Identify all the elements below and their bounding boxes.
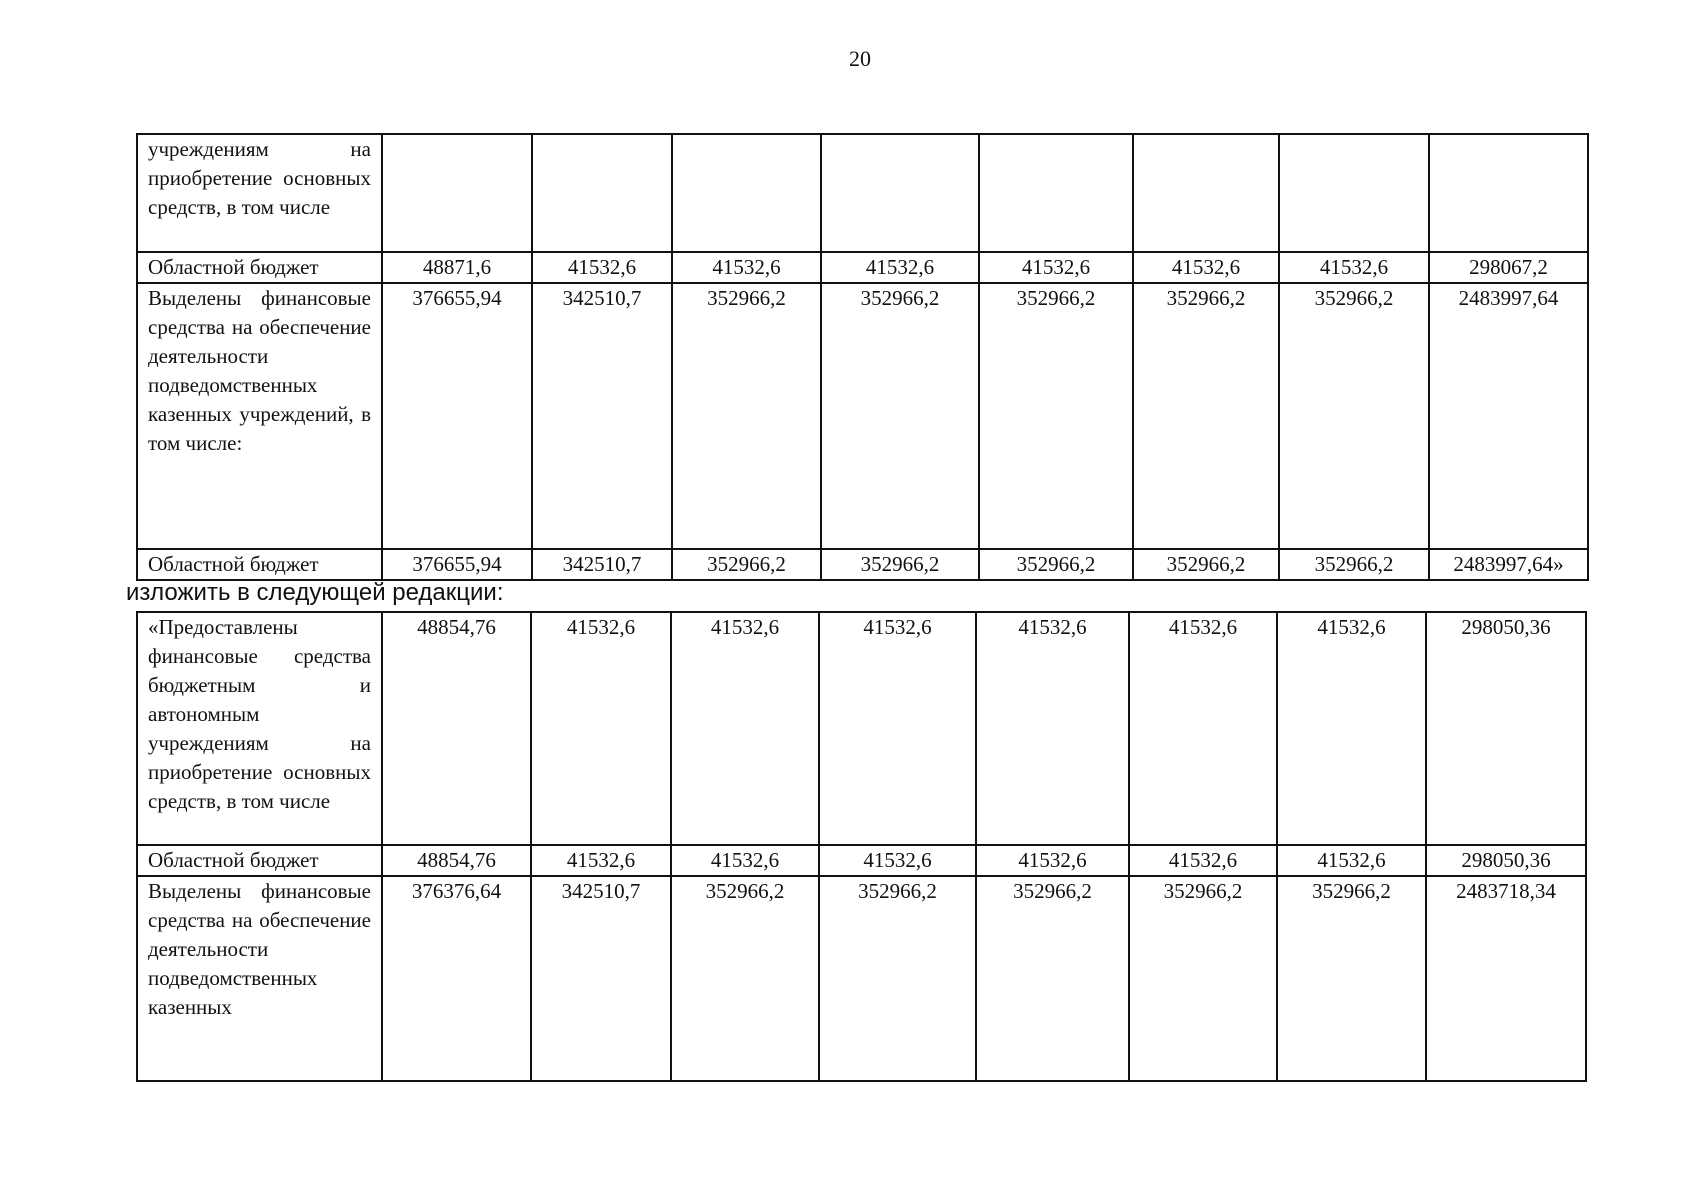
table-row <box>137 283 1588 549</box>
value-cell: 342510,7 <box>531 876 671 1081</box>
value-cell: 41532,6 <box>819 845 976 876</box>
value-cell: 41532,6 <box>1277 612 1426 845</box>
table-row <box>137 876 1586 1081</box>
value-cell: 41532,6 <box>531 845 671 876</box>
table-row <box>137 549 1588 580</box>
value-cell: 352966,2 <box>1129 876 1277 1081</box>
value-cell: 376655,94 <box>382 283 532 549</box>
value-cell <box>532 134 672 252</box>
value-cell: 352966,2 <box>1277 876 1426 1081</box>
value-cell <box>382 134 532 252</box>
value-cell: 352966,2 <box>819 876 976 1081</box>
value-cell: 352966,2 <box>671 876 819 1081</box>
value-cell: 41532,6 <box>976 845 1129 876</box>
value-cell: 41532,6 <box>1129 845 1277 876</box>
total-cell: 2483718,34 <box>1426 876 1586 1081</box>
value-cell: 48871,6 <box>382 252 532 283</box>
value-cell: 352966,2 <box>1279 549 1429 580</box>
table-row <box>137 252 1588 283</box>
row-label: Областной бюджет <box>137 845 382 876</box>
value-cell <box>1279 134 1429 252</box>
value-cell <box>672 134 821 252</box>
value-cell: 352966,2 <box>976 876 1129 1081</box>
value-cell: 41532,6 <box>819 612 976 845</box>
value-cell: 352966,2 <box>979 283 1133 549</box>
value-cell: 41532,6 <box>1133 252 1279 283</box>
total-cell: 2483997,64» <box>1429 549 1588 580</box>
value-cell: 352966,2 <box>821 283 979 549</box>
value-cell: 352966,2 <box>672 549 821 580</box>
budget-table-new <box>136 611 1587 1082</box>
table-row <box>137 845 1586 876</box>
value-cell: 41532,6 <box>979 252 1133 283</box>
value-cell: 41532,6 <box>672 252 821 283</box>
value-cell: 41532,6 <box>1277 845 1426 876</box>
value-cell <box>821 134 979 252</box>
value-cell: 48854,76 <box>382 845 531 876</box>
total-cell <box>1429 134 1588 252</box>
row-label: Областной бюджет <box>137 252 382 283</box>
row-label: «Предоставлены финансовые средства бюджетным и автономным учреждениям на приобретение основных средств, в том числе <box>137 612 382 845</box>
value-cell: 342510,7 <box>532 549 672 580</box>
table-row <box>137 134 1588 252</box>
value-cell: 352966,2 <box>1133 549 1279 580</box>
value-cell: 352966,2 <box>1279 283 1429 549</box>
value-cell: 41532,6 <box>1129 612 1277 845</box>
total-cell: 298050,36 <box>1426 612 1586 845</box>
value-cell: 376655,94 <box>382 549 532 580</box>
total-cell: 2483997,64 <box>1429 283 1588 549</box>
page-number: 20 <box>849 46 871 71</box>
value-cell: 376376,64 <box>382 876 531 1081</box>
value-cell: 352966,2 <box>672 283 821 549</box>
row-label: Областной бюджет <box>137 549 382 580</box>
row-label: Выделены финансовые средства на обеспечение деятельности подведомственных казенных учреждений, в том числе: <box>137 283 382 549</box>
value-cell <box>979 134 1133 252</box>
value-cell: 342510,7 <box>532 283 672 549</box>
value-cell: 41532,6 <box>531 612 671 845</box>
total-cell: 298067,2 <box>1429 252 1588 283</box>
value-cell: 41532,6 <box>1279 252 1429 283</box>
intro-text: изложить в следующей редакции: <box>126 579 504 606</box>
value-cell: 352966,2 <box>1133 283 1279 549</box>
budget-table-old <box>136 133 1589 581</box>
total-cell: 298050,36 <box>1426 845 1586 876</box>
value-cell: 48854,76 <box>382 612 531 845</box>
value-cell: 41532,6 <box>671 845 819 876</box>
value-cell: 41532,6 <box>671 612 819 845</box>
value-cell: 41532,6 <box>532 252 672 283</box>
row-label: Выделены финансовые средства на обеспечение деятельности подведомственных казенных <box>137 876 382 1081</box>
value-cell: 352966,2 <box>821 549 979 580</box>
value-cell <box>1133 134 1279 252</box>
value-cell: 352966,2 <box>979 549 1133 580</box>
value-cell: 41532,6 <box>976 612 1129 845</box>
table-row <box>137 612 1586 845</box>
value-cell: 41532,6 <box>821 252 979 283</box>
row-label: учреждениям на приобретение основных средств, в том числе <box>137 134 382 252</box>
